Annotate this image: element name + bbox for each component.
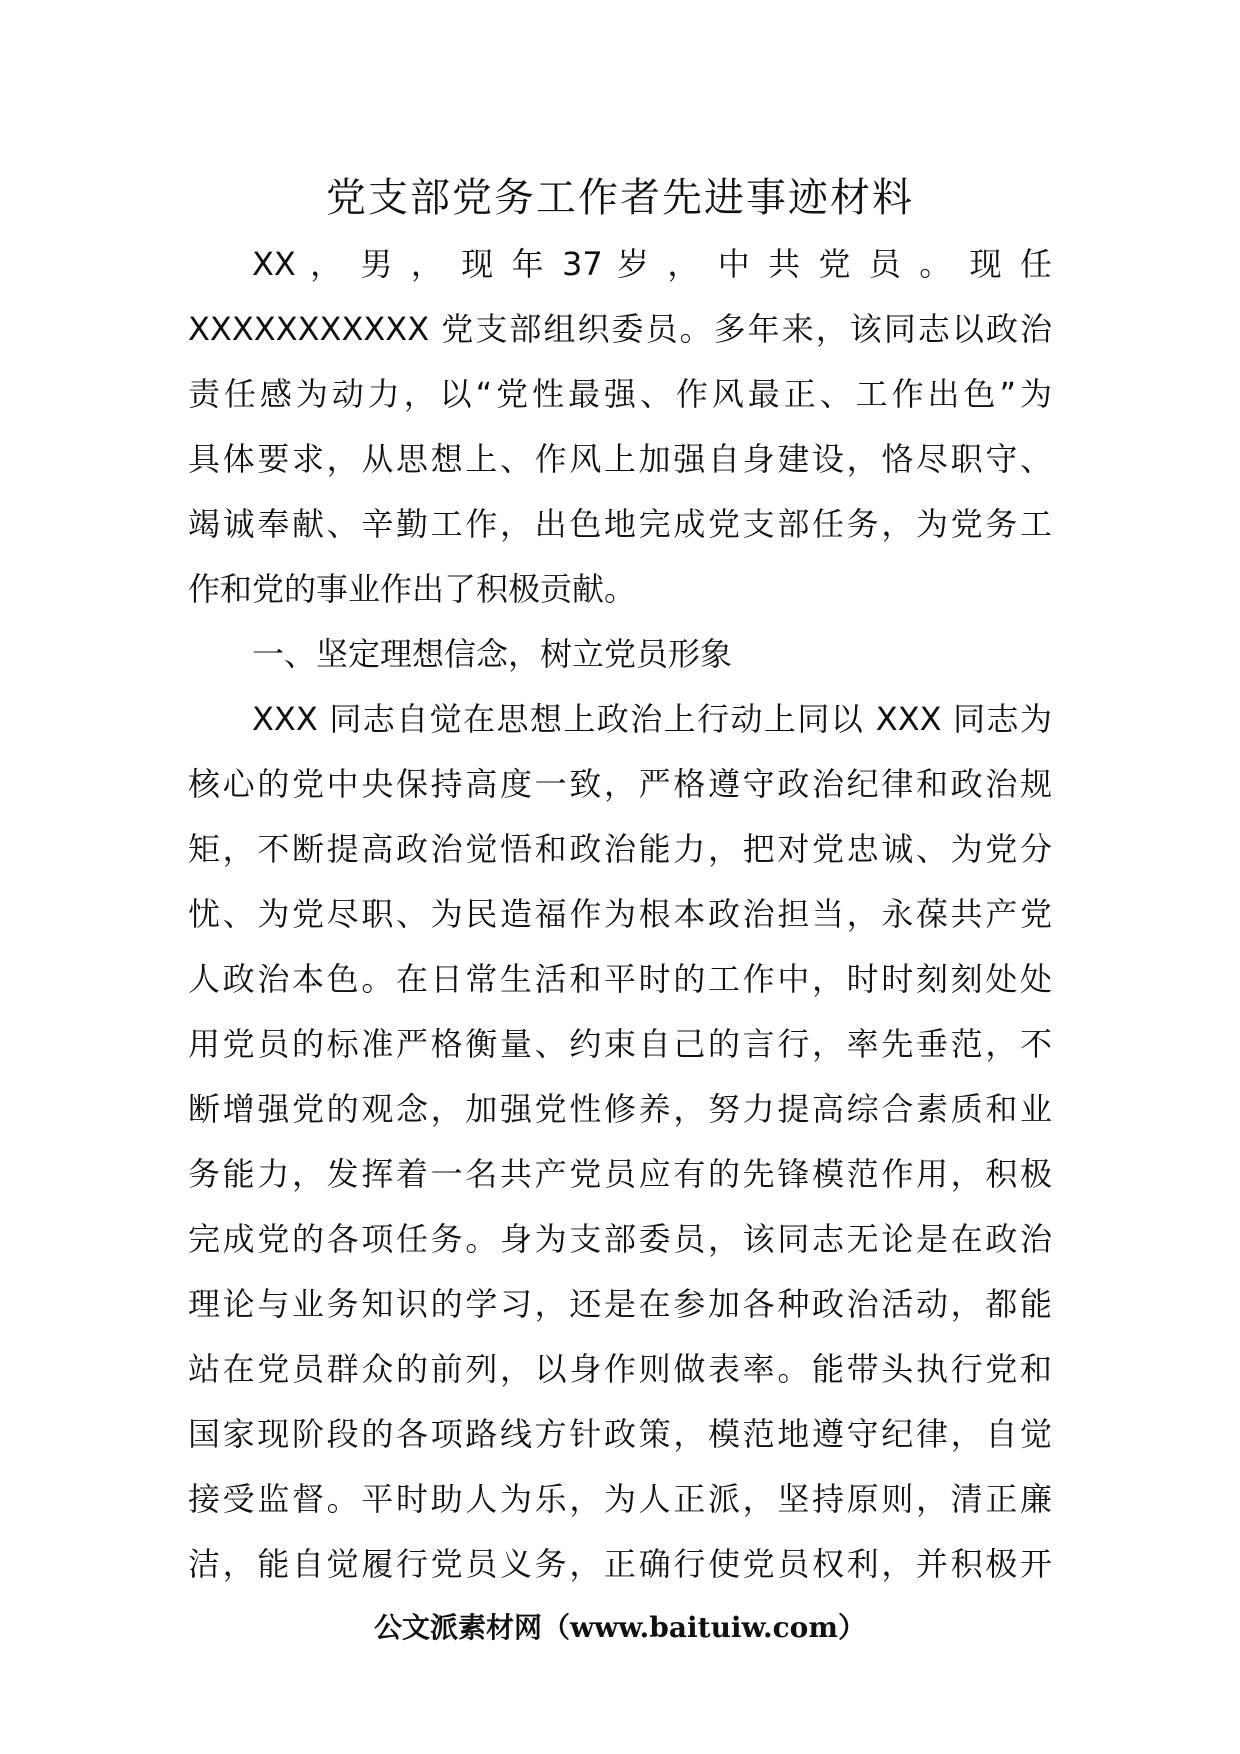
document-body xyxy=(188,232,1052,1597)
paragraph-line: 理论与业务知识的学习，还是在参加各种政治活动，都能 xyxy=(188,1285,1052,1323)
paragraph-line: 责任感为动力，以“党性最强、作风最正、工作出色”为 xyxy=(188,375,1052,413)
paragraph-line: 站在党员群众的前列，以身作则做表率。能带头执行党和 xyxy=(188,1350,1052,1388)
paragraph-line: XXX 同志自觉在思想上政治上行动上同以 XXX 同志为 xyxy=(252,700,1052,738)
paragraph-line: XX ， 男 ， 现 年 37 岁 ， 中 共 党 员 。 现 任 xyxy=(252,245,1052,283)
paragraph-line: 具体要求，从思想上、作风上加强自身建设，恪尽职守、 xyxy=(188,440,1052,478)
paragraph-line: 务能力，发挥着一名共产党员应有的先锋模范作用，积极 xyxy=(188,1155,1052,1193)
paragraph-line: 完成党的各项任务。身为支部委员，该同志无论是在政治 xyxy=(188,1220,1052,1258)
paragraph-line: 接受监督。平时助人为乐，为人正派，坚持原则，清正廉 xyxy=(188,1480,1052,1518)
section-heading: 一、坚定理想信念，树立党员形象 xyxy=(252,635,733,673)
paragraph-line: 作和党的事业作出了积极贡献。 xyxy=(188,570,637,608)
paragraph-line: 竭诚奉献、辛勤工作，出色地完成党支部任务，为党务工 xyxy=(188,505,1052,543)
paragraph-line: 核心的党中央保持高度一致，严格遵守政治纪律和政治规 xyxy=(188,765,1052,803)
paragraph-line: 矩，不断提高政治觉悟和政治能力，把对党忠诚、为党分 xyxy=(188,830,1052,868)
paragraph-line: 用党员的标准严格衡量、约束自己的言行，率先垂范，不 xyxy=(188,1025,1052,1063)
paragraph-line: XXXXXXXXXXX 党支部组织委员。多年来，该同志以政治 xyxy=(188,310,1052,348)
paragraph-line: 断增强党的观念，加强党性修养，努力提高综合素质和业 xyxy=(188,1090,1052,1128)
paragraph-line: 国家现阶段的各项路线方针政策，模范地遵守纪律，自觉 xyxy=(188,1415,1052,1453)
document-title: 党支部党务工作者先进事迹材料 xyxy=(326,175,914,221)
paragraph-line: 洁，能自觉履行党员义务，正确行使党员权利，并积极开 xyxy=(188,1545,1052,1583)
footer-watermark: 公文派素材网（www.baituiw.com） xyxy=(374,1611,866,1644)
paragraph-line: 忧、为党尽职、为民造福作为根本政治担当，永葆共产党 xyxy=(188,895,1052,933)
paragraph-line: 人政治本色。在日常生活和平时的工作中，时时刻刻处处 xyxy=(188,960,1052,998)
